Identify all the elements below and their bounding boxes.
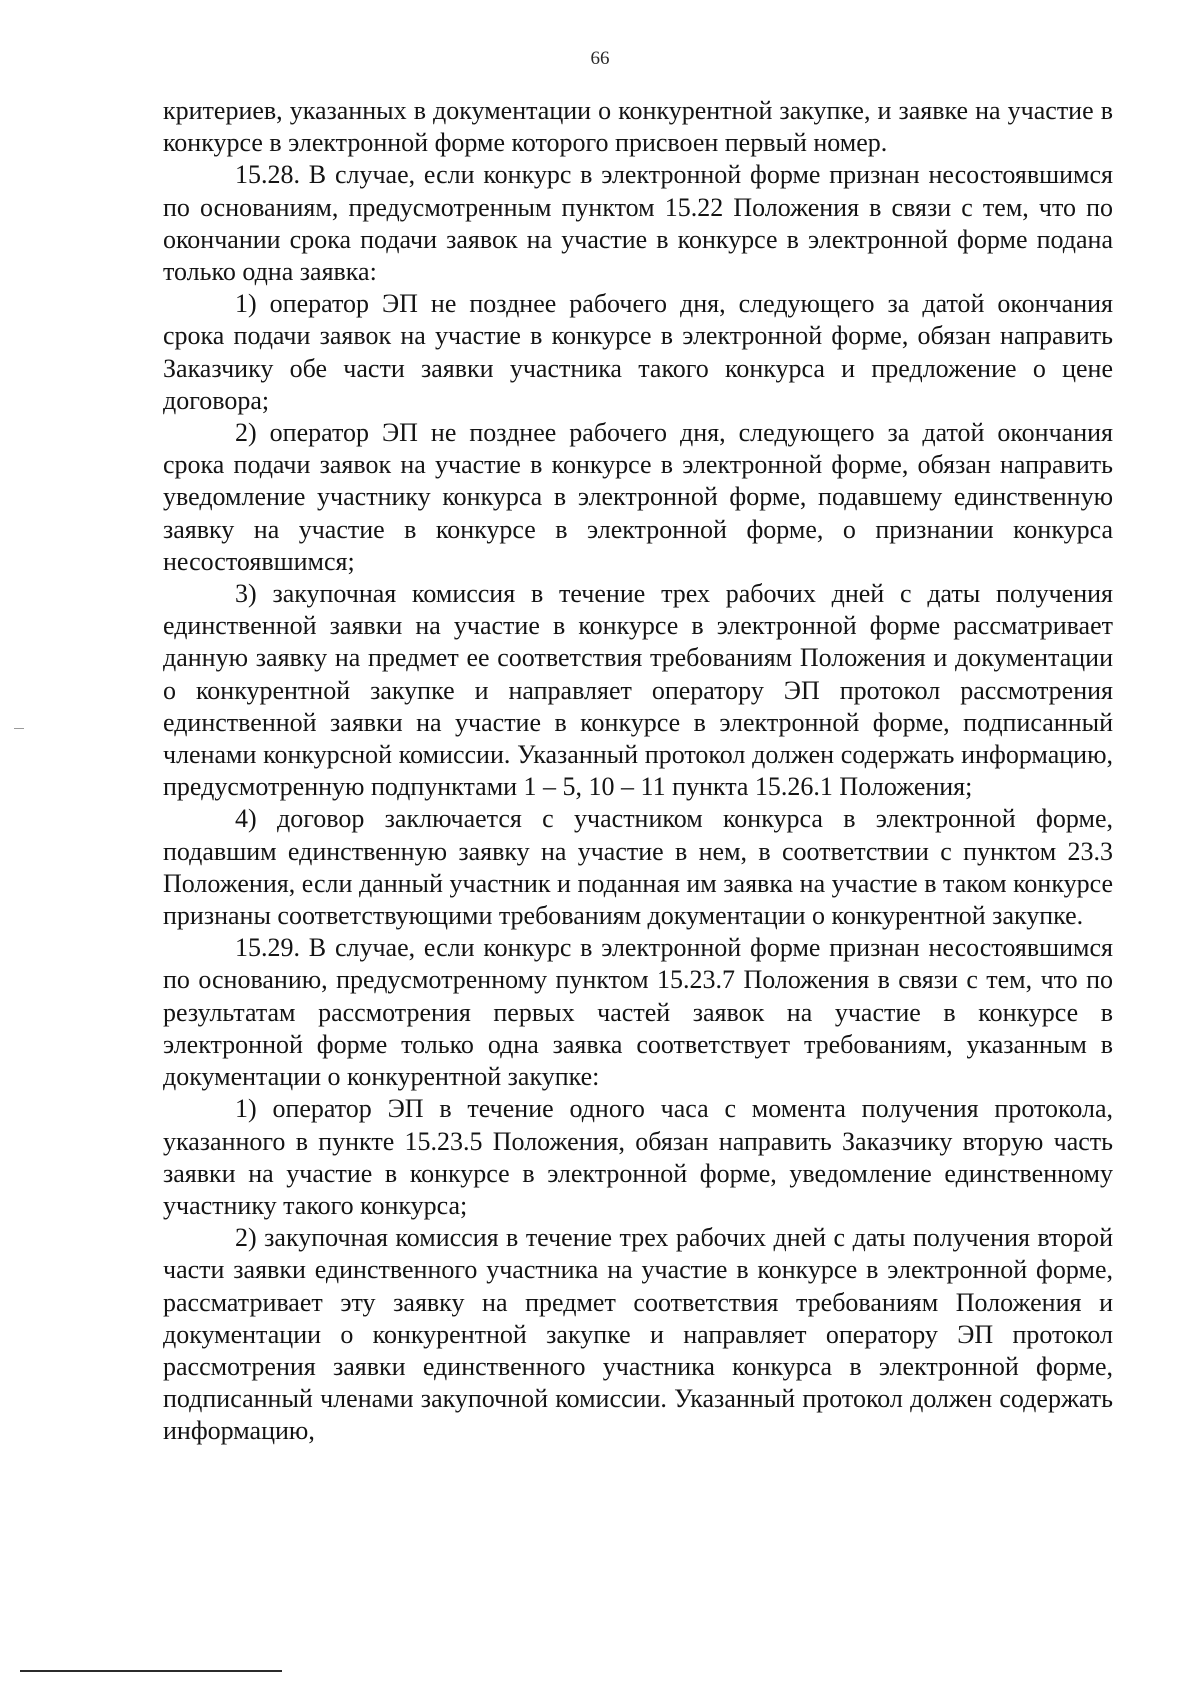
paragraph-clause-15-29-item-2: 2) закупочная комиссия в течение трех рабочих дней с даты получения второй части заявки единственного участника на участие в конкурсе в электронной форме, рассматривает эту заявку на предмет соответствия требованиям Положения и документации о конкурентной закупке и направляет оператору ЭП протокол рассмотрения заявки единственного участника конкурса в электронной форме, подписанный членами закупочной комиссии. Указанный протокол должен содержать информацию, <box>163 1223 1113 1446</box>
scan-artifact <box>14 728 24 729</box>
paragraph-clause-15-28-item-1: 1) оператор ЭП не позднее рабочего дня, следующего за датой окончания срока подачи заявок на участие в конкурсе в электронной форме, обязан направить Заказчику обе части заявки участника такого конкурса и предложение о цене договора; <box>163 289 1113 415</box>
footnote-separator-line <box>20 1670 282 1672</box>
paragraph-continuation: критериев, указанных в документации о конкурентной закупке, и заявке на участие в конкурсе в электронной форме которого присвоен первый номер. <box>163 96 1113 158</box>
paragraph-clause-15-28-item-2: 2) оператор ЭП не позднее рабочего дня, следующего за датой окончания срока подачи заявок на участие в конкурсе в электронной форме, обязан направить уведомление участнику конкурса в электронной форме, подавшему единственную заявку на участие в конкурсе в электронной форме, о признании конкурса несостоявшимся; <box>163 418 1113 576</box>
paragraph-clause-15-29: 15.29. В случае, если конкурс в электронной форме признан несостоявшимся по основанию, предусмотренному пунктом 15.23.7 Положения в связи с тем, что по результатам рассмотрения первых частей заявок на участие в конкурсе в электронной форме только одна заявка соответствует требованиям, указанным в документации о конкурентной закупке: <box>163 933 1113 1092</box>
paragraph-clause-15-29-item-1: 1) оператор ЭП в течение одного часа с момента получения протокола, указанного в пункте 15.23.5 Положения, обязан направить Заказчику вторую часть заявки на участие в конкурсе в электронной форме, уведомление единственному участнику такого конкурса; <box>163 1094 1113 1220</box>
paragraph-clause-15-28: 15.28. В случае, если конкурс в электронной форме признан несостоявшимся по основаниям, предусмотренным пунктом 15.22 Положения в связи с тем, что по окончании срока подачи заявок на участие в конкурсе в электронной форме подана только одна заявка: <box>163 160 1113 287</box>
document-body <box>163 95 1113 1448</box>
paragraph-clause-15-28-item-3: 3) закупочная комиссия в течение трех рабочих дней с даты получения единственной заявки на участие в конкурсе в электронной форме рассматривает данную заявку на предмет ее соответствия требованиям Положения и документации о конкурентной закупке и направляет оператору ЭП протокол рассмотрения единственной заявки на участие в конкурсе в электронной форме, подписанный членами конкурсной комиссии. Указанный протокол должен содержать информацию, предусмотренную подпунктами 1 – 5, 10 – 11 пункта 15.26.1 Положения; <box>163 579 1113 802</box>
page-number: 66 <box>590 48 610 69</box>
paragraph-clause-15-28-item-4: 4) договор заключается с участником конкурса в электронной форме, подавшим единственную заявку на участие в нем, в соответствии с пунктом 23.3 Положения, если данный участник и поданная им заявка на участие в таком конкурсе признаны соответствующими требованиям документации о конкурентной закупке. <box>163 804 1113 931</box>
